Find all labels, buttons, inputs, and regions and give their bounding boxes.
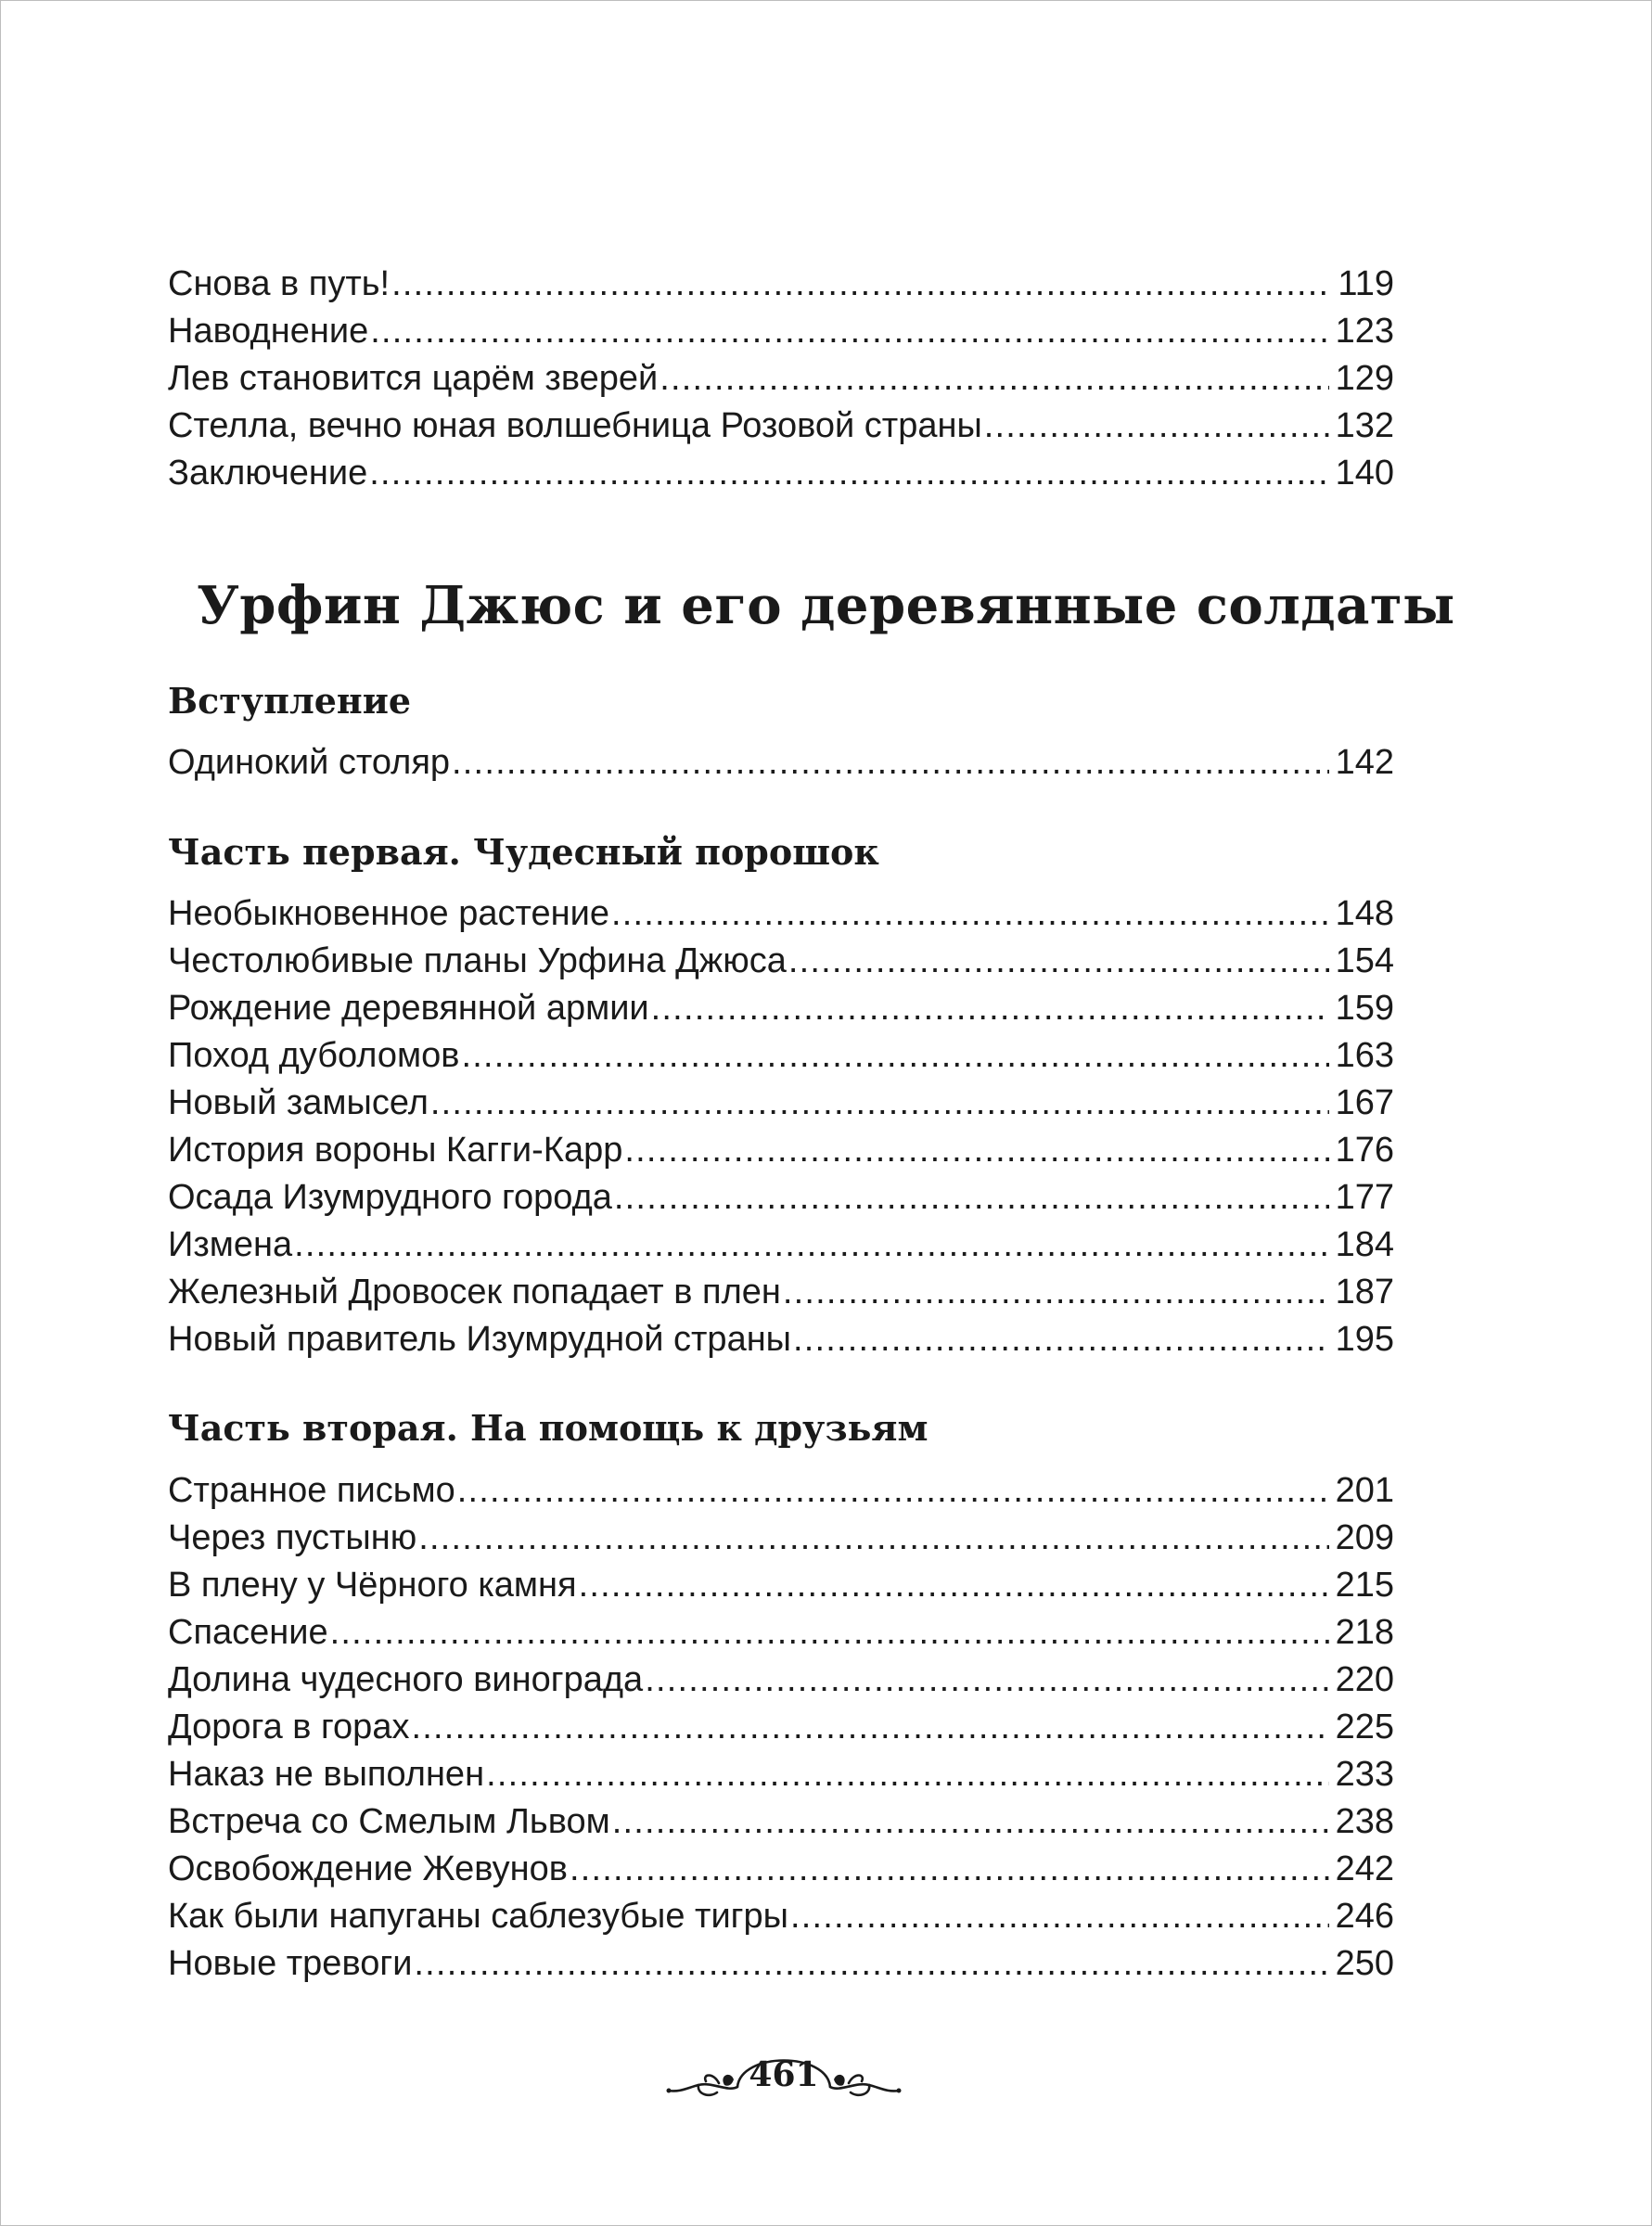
- toc-entry-title: Стелла, вечно юная волшебница Розовой страны: [168, 406, 982, 445]
- toc-entry-page: 225: [1335, 1708, 1394, 1746]
- toc-entry[interactable]: [168, 938, 1394, 985]
- toc-entry-page: 132: [1335, 406, 1394, 445]
- toc-entry-page: 119: [1338, 264, 1394, 303]
- toc-entry-title: Необыкновенное растение: [168, 894, 609, 933]
- toc-entry-title: Новые тревоги: [168, 1944, 413, 1983]
- toc-entry-title: Встреча со Смелым Львом: [168, 1802, 610, 1841]
- toc-entry-page: 233: [1335, 1755, 1394, 1794]
- dot-leader: [651, 985, 1329, 1032]
- toc-entry[interactable]: [168, 739, 1394, 787]
- toc-entry[interactable]: [168, 1316, 1394, 1363]
- toc-entry-title: Рождение деревянной армии: [168, 989, 649, 1028]
- section-heading-part-one: Часть первая. Чудесный порошок: [168, 831, 879, 873]
- dot-leader: [660, 355, 1329, 403]
- toc-entry-page: 148: [1335, 894, 1394, 933]
- toc-entry[interactable]: [168, 1174, 1394, 1222]
- toc-entry[interactable]: [168, 1657, 1394, 1704]
- toc-entry-title: Новый правитель Изумрудной страны: [168, 1320, 791, 1359]
- toc-entry-title: Осада Изумрудного города: [168, 1178, 612, 1217]
- dot-leader: [391, 261, 1329, 308]
- toc-entry-page: 220: [1335, 1660, 1394, 1699]
- toc-entry-page: 167: [1335, 1083, 1394, 1122]
- dot-leader: [612, 1798, 1329, 1846]
- dot-leader: [624, 1127, 1329, 1174]
- dot-leader: [370, 308, 1329, 355]
- toc-entry-title: Через пустыню: [168, 1518, 417, 1557]
- dot-leader: [611, 890, 1329, 938]
- toc-top-group: [168, 261, 1394, 497]
- book-title: Урфин Джюс и его деревянные солдаты: [197, 575, 1455, 636]
- toc-entry-title: Измена: [168, 1225, 293, 1264]
- toc-entry[interactable]: [168, 1127, 1394, 1174]
- toc-entry[interactable]: [168, 1751, 1394, 1798]
- toc-entry[interactable]: [168, 450, 1394, 497]
- toc-entry-title: Как были напуганы саблезубые тигры: [168, 1897, 788, 1936]
- toc-part-one-group: [168, 890, 1394, 1363]
- toc-entry-page: 176: [1335, 1131, 1394, 1170]
- toc-entry[interactable]: [168, 1467, 1394, 1515]
- dot-leader: [570, 1846, 1329, 1893]
- dot-leader: [411, 1704, 1329, 1751]
- toc-entry-title: Спасение: [168, 1613, 328, 1652]
- toc-entry[interactable]: [168, 261, 1394, 308]
- dot-leader: [793, 1316, 1329, 1363]
- toc-entry-title: Долина чудесного винограда: [168, 1660, 644, 1699]
- toc-entry[interactable]: [168, 1032, 1394, 1080]
- section-heading-intro: Вступление: [168, 680, 412, 722]
- dot-leader: [614, 1174, 1329, 1222]
- toc-entry-page: 215: [1335, 1566, 1394, 1605]
- dot-leader: [418, 1515, 1329, 1562]
- toc-entry-title: История вороны Кагги-Карр: [168, 1131, 623, 1170]
- toc-entry-title: Наводнение: [168, 312, 369, 351]
- toc-entry-title: Странное письмо: [168, 1471, 455, 1510]
- folio: [663, 2039, 904, 2113]
- toc-entry-page: 163: [1335, 1036, 1394, 1075]
- toc-entry-title: Железный Дровосек попадает в плен: [168, 1273, 781, 1311]
- toc-entry-page: 123: [1335, 312, 1394, 351]
- toc-entry[interactable]: [168, 1080, 1394, 1127]
- toc-entry-page: 140: [1335, 454, 1394, 493]
- toc-entry[interactable]: [168, 1798, 1394, 1846]
- toc-entry-title: Снова в путь!: [168, 264, 391, 303]
- toc-entry-title: Новый замысел: [168, 1083, 429, 1122]
- dot-leader: [457, 1467, 1329, 1515]
- toc-entry-page: 195: [1335, 1320, 1394, 1359]
- toc-entry[interactable]: [168, 1562, 1394, 1609]
- toc-entry[interactable]: [168, 1704, 1394, 1751]
- toc-entry-page: 187: [1335, 1273, 1394, 1311]
- dot-leader: [579, 1562, 1329, 1609]
- toc-entry-title: Поход дуболомов: [168, 1036, 460, 1075]
- toc-entry[interactable]: [168, 1269, 1394, 1316]
- toc-entry-page: 177: [1335, 1178, 1394, 1217]
- toc-entry[interactable]: [168, 1940, 1394, 1988]
- dot-leader: [414, 1940, 1329, 1988]
- dot-leader: [486, 1751, 1329, 1798]
- toc-entry[interactable]: [168, 890, 1394, 938]
- toc-entry-page: 201: [1335, 1471, 1394, 1510]
- toc-entry[interactable]: [168, 1222, 1394, 1269]
- toc-entry[interactable]: [168, 1893, 1394, 1940]
- toc-entry-title: Дорога в горах: [168, 1708, 410, 1746]
- dot-leader: [984, 403, 1329, 450]
- toc-part-two-group: [168, 1467, 1394, 1988]
- toc-entry[interactable]: [168, 1515, 1394, 1562]
- dot-leader: [461, 1032, 1329, 1080]
- dot-leader: [430, 1080, 1329, 1127]
- toc-entry-page: 242: [1335, 1849, 1394, 1888]
- toc-entry-page: 159: [1335, 989, 1394, 1028]
- toc-entry-title: Честолюбивые планы Урфина Джюса: [168, 941, 787, 980]
- toc-entry-page: 142: [1335, 743, 1394, 782]
- toc-entry-page: 154: [1335, 941, 1394, 980]
- page-number: 461: [749, 2055, 819, 2094]
- toc-entry[interactable]: [168, 985, 1394, 1032]
- dot-leader: [452, 739, 1329, 787]
- toc-entry-page: 250: [1335, 1944, 1394, 1983]
- toc-entry[interactable]: [168, 355, 1394, 403]
- toc-intro-group: [168, 739, 1394, 787]
- toc-entry-title: В плену у Чёрного камня: [168, 1566, 577, 1605]
- toc-entry-page: 218: [1335, 1613, 1394, 1652]
- toc-entry[interactable]: [168, 308, 1394, 355]
- dot-leader: [330, 1609, 1329, 1657]
- toc-entry-page: 246: [1335, 1897, 1394, 1936]
- section-heading-part-two: Часть вторая. На помощь к друзьям: [168, 1407, 928, 1449]
- toc-entry-title: Наказ не выполнен: [168, 1755, 485, 1794]
- toc-entry-title: Освобождение Жевунов: [168, 1849, 568, 1888]
- dot-leader: [788, 938, 1329, 985]
- toc-entry[interactable]: [168, 1846, 1394, 1893]
- dot-leader: [783, 1269, 1329, 1316]
- toc-entry-title: Одинокий столяр: [168, 743, 451, 782]
- toc-entry-title: Лев становится царём зверей: [168, 359, 659, 398]
- toc-entry-page: 184: [1335, 1225, 1394, 1264]
- toc-entry-title: Заключение: [168, 454, 368, 493]
- toc-entry[interactable]: [168, 1609, 1394, 1657]
- dot-leader: [790, 1893, 1329, 1940]
- toc-entry-page: 238: [1335, 1802, 1394, 1841]
- dot-leader: [369, 450, 1329, 497]
- toc-entry-page: 209: [1335, 1518, 1394, 1557]
- dot-leader: [645, 1657, 1329, 1704]
- dot-leader: [294, 1222, 1329, 1269]
- toc-entry[interactable]: [168, 403, 1394, 450]
- toc-entry-page: 129: [1335, 359, 1394, 398]
